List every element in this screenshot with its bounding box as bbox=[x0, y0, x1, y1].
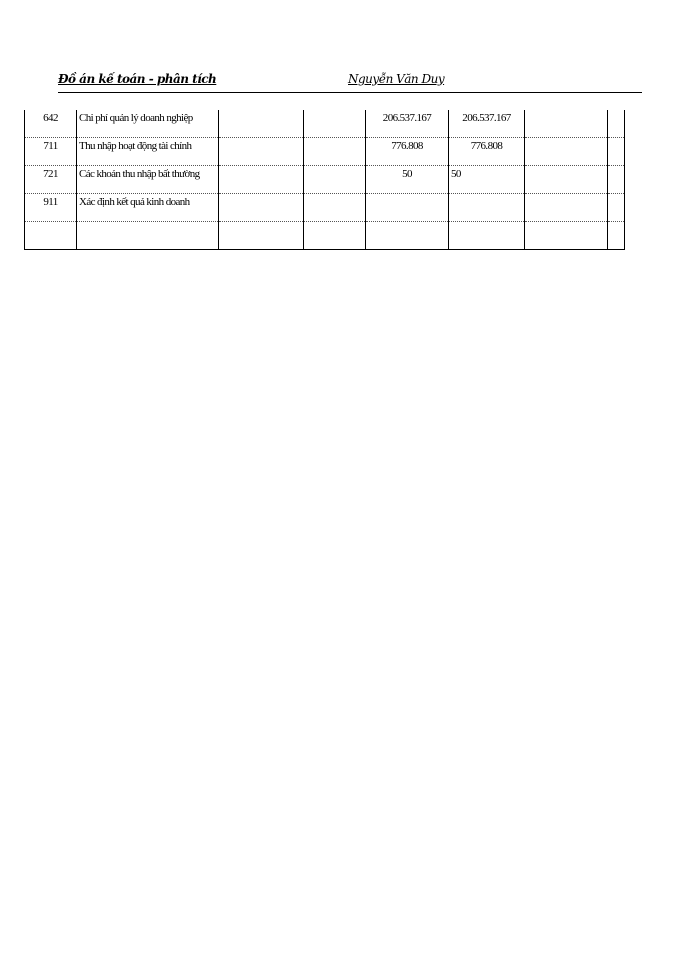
table-cell bbox=[219, 194, 304, 222]
table-cell bbox=[608, 110, 625, 138]
table-row bbox=[25, 166, 625, 194]
table-cell bbox=[304, 222, 366, 250]
table-cell bbox=[525, 138, 608, 166]
table-cell bbox=[608, 222, 625, 250]
account-name: Chi phí quản lý doanh nghiệp bbox=[77, 110, 219, 138]
author-name: Nguyễn Văn Duy bbox=[348, 72, 445, 86]
table-cell bbox=[219, 166, 304, 194]
table-cell bbox=[304, 110, 366, 138]
amount-cell bbox=[449, 222, 525, 250]
account-name: Xác định kết quả kinh doanh bbox=[77, 194, 219, 222]
amount-cell bbox=[449, 194, 525, 222]
table-row bbox=[25, 138, 625, 166]
amount-cell: 776.808 bbox=[449, 138, 525, 166]
table-cell bbox=[525, 166, 608, 194]
account-code: 711 bbox=[25, 138, 77, 166]
page-header bbox=[58, 72, 642, 93]
ledger-table bbox=[24, 110, 625, 250]
account-code: 911 bbox=[25, 194, 77, 222]
account-code: 642 bbox=[25, 110, 77, 138]
table-row bbox=[25, 110, 625, 138]
table-cell bbox=[219, 110, 304, 138]
table-cell bbox=[304, 166, 366, 194]
amount-cell: 776.808 bbox=[366, 138, 449, 166]
table-cell bbox=[608, 194, 625, 222]
table-cell bbox=[525, 194, 608, 222]
document-title: Đồ án kế toán - phân tích bbox=[58, 72, 217, 86]
amount-cell: 206.537.167 bbox=[449, 110, 525, 138]
table-cell bbox=[608, 166, 625, 194]
table-cell bbox=[219, 138, 304, 166]
table-cell bbox=[219, 222, 304, 250]
table-cell bbox=[608, 138, 625, 166]
amount-cell bbox=[366, 222, 449, 250]
account-name: Các khoản thu nhập bất thường bbox=[77, 166, 219, 194]
amount-cell: 50 bbox=[449, 166, 525, 194]
amount-cell: 50 bbox=[366, 166, 449, 194]
table-cell bbox=[525, 110, 608, 138]
account-code bbox=[25, 222, 77, 250]
table-row bbox=[25, 222, 625, 250]
amount-cell: 206.537.167 bbox=[366, 110, 449, 138]
account-name: Thu nhập hoạt động tài chính bbox=[77, 138, 219, 166]
table-cell bbox=[525, 222, 608, 250]
table-cell bbox=[304, 194, 366, 222]
account-code: 721 bbox=[25, 166, 77, 194]
account-name bbox=[77, 222, 219, 250]
amount-cell bbox=[366, 194, 449, 222]
table-row bbox=[25, 194, 625, 222]
table-cell bbox=[304, 138, 366, 166]
